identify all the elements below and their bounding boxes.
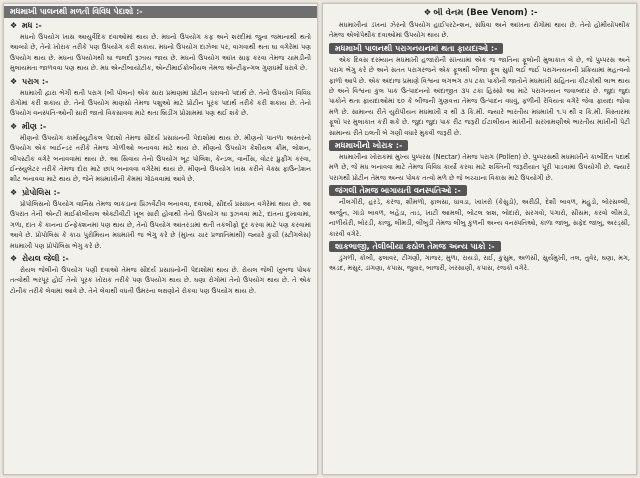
section-text-pollen: મધમાખી દ્વારા ભેગી થતી પરાગ (બી પોલન) એક સારા પ્રમાણમાં પ્રોટીન ધરાવતો પદાર્થ છે. તેનો ઉપયોગ વિવિધ રોગોમાં કરી શકાય છે. તેનો ઉપયોગ માણસો તેમજ પશુઓ માટે પ્રોટીન પૂરક પદાર્થ તરીકે કરી શકાય છે. તેનો ઉપયોગ વનસ્પતિ-ઓની સારી જાતો વિકસાવવા માટે થતા બ્રિડીંગ પ્રોગ્રામમાં પણ થઈ શકે છે.: [10, 88, 311, 118]
section-title-pollination: મધમાખી પાલનથી પરાગનયનમાં થતા ફાયદાઓ :-: [329, 43, 630, 54]
right-page: [322, 3, 637, 475]
section-title-pollen: ❖ પરાગ :-: [10, 76, 49, 86]
section-text-food: મધમાખીના ખોરાકમાં મુખ્ય પુષ્પરસ (Nectar) તેમજ પરાગ (Pollen) છે. પુષ્પરસથી મધમાખીને કાર્બોદિત પદાર્થ મળે છે, જે મધ બનાવવા માટે તેમજ વિવિધ કાર્યો કરવા માટે શક્તિની જરૂરીયાત પૂરી પાડવામાં ઉપયોગી છે. જ્યારે પરાગથી પ્રોટીન તેમજ અન્ય પોષક તત્વો મળે છે જે બચ્ચાના વિકાસ માટે ઉપયોગી છે.: [329, 153, 630, 182]
section-title-food: મધમાખીનો ખોરાક :-: [329, 140, 630, 151]
section-text-bee-venom: મધમાખીનાં ડંખનાં ઝેરનો ઉપયોગ હાઈપરટેન્શન, સંધિવા અને આંખના રોગોમાં થાય છે. તેનો હોમીયોપથીક તેમજ એલોપેથીક દવાઓમાં ઉપયોગ થાય છે.: [329, 21, 630, 40]
bullet-icon: ❖: [10, 21, 18, 30]
left-page: [3, 3, 318, 475]
bullet-icon: ❖: [10, 187, 18, 197]
bullet-icon: ❖: [10, 121, 18, 131]
main-heading: મધમાખી પાલનથી મળતી વિવિધ પેદાશો :-: [4, 6, 317, 18]
section-title-wax: ❖ મીણ :-: [10, 121, 47, 131]
section-title-royal-jelly: ❖ રોયલ જેલી :-: [10, 253, 69, 263]
section-text-pollination: એક દિવસ દરમ્યાન મધમાખી હજારોની સંખ્યામાં એક જ જાતિના ફૂલોની મુલાકાત લે છે, જે પુષ્પરસ અને પરાગ ભેગુ કરે છે અને સતત પરાગરજને એક ફૂલથી બીજા ફૂલ સુધી લઈ જઈ પરાગનયનની પ્રક્રિયામાં મહત્વનો ફાળો આપે છે. એક અંદાજ પ્રમાણે વિશ્વના લગભગ ૭૫ ટકા પાકોની જાતોને મધમાખી સહિતના કીટકોથી લાભ થાય છે અને વિશ્વના કુલ પાક ઉત્પાદનનો અંદાજીત ૩૫ ટકા હિસ્સો આ માટે પરાગનયન જવાબદાર છે. જુદા જુદા પાકોને થતા ફાયદાઓમાં ૬૦ કે બીજની ગુણવત્તા તેમજ ઉત્પાદન વધવું, ફળીની રેવિયતા વગેરે જેવા ફાયદા જોવા મળે છે. સામાન્ય રીતે યુરોપીયન મધમાખી ૨ થી ૩ કિ.મી. જ્યારે ભારતીય મધમાખી ૧.૫ થી ૨ કિ.મી. વિસ્તારમાં ફૂલો પર મુલાકાત કરી શકે છે. જુદા જુદા પાક રીટ જરૂરી ઈટાલીયન માખીની સરખામણીએ ભારતીય માખીની પેટી સામાન્ય રીતે ઇલતી બે ગણી વધારે મુકવી જરૂરી છે.: [329, 55, 630, 137]
bullet-icon: ❖: [423, 8, 432, 18]
section-text-trees: નીલગીરી, હરડે, કરંજ, શીમળો, ફાલસા, ધાવડા, ખાખરો (કેસુડો), અરીઠી, દેશી બાવળ, મહુડો, બોરસલ્લી, અર્જુન, ગાંડો બાવળ, બહેડા, તાડ, ખાટી આમલી, બોટલ બ્રશ, બોદારો, સરગવો, પંગારો, સીસમ, કરવો લીમડો, નાળીયેરી, બોરડી, કાજુ, લીમડી, લીંબુડી તેમજ લીંબુ કુળની અન્ય વનસ્પતિઓ, કાળા જાંબુ, સફેદ જાંબુ, અરડ્સી, કારવી વગેરે.: [329, 198, 630, 238]
section-text-royal-jelly: રોયલ જેલીનો ઉપયોગ પણી દવાઓ તેમજ સૌંદર્ય પ્રસાધનોની પેદાશોમાં થાય છે. રોયલ જેલી ખુબજ પોષક તત્વોથી ભરપૂર હોઈ તેનો પૂરક ખોરાક તરીકે પણ ઉપયોગ થાય છે. ઘણા રોગોમાં તેનો ઉપયોગ થાય છે. તે એક ટોનીક તરીકે લેવામાં આવે છે. તેને લેવાથી વધતી ઉંમરના લક્ષણોને રોકવા પણ ઉપયોગ થાય છે.: [10, 265, 311, 295]
section-title-propolis: ❖ પ્રોપોલિસ :-: [10, 187, 61, 197]
section-title-crops: શાકભાજી, તેલીબીયા કઠોળ તેમજ અન્ય પાકો :-: [329, 241, 630, 252]
section-text-wax: મીણનો ઉપયોગ કાર્માસ્યુટીકલ પેદાશો તેમજ સૌંદર્ય પ્રસાધનની પેદાશોમાં થાય છે. મીણનો પાતળા અસ્તરનો ઉપયોગ એક બાઈન્ડર તરીકે તેમજ ગોળીઓ બનાવવા માટે થાય છે. મીણનો ઉપયોગ કેશીયલ ક્રીમ, લોશન, લીપસ્ટીક વગેરે બનાવવામાં થાય છે. આ સિવાય તેનો ઉપયોગ બૂટ પોલિશ, કેન્ડલ, વાર્નીસ, વોટર પ્રુફીંગ કરવા, ઈન્સ્યુલેટર તરીકે તેમજ દોરા માટે છાપ બનાવવા વગેરેમાં થાય છે. મીણનો ઉપયોગ ખાસ કરીને વેક્સ ફાઉન્ડેશન શીટ બનાવવા માટે થાય છે, જેને મધમાખીની કેમમાં ગોઠવવામાં આવે છે.: [10, 133, 311, 184]
section-text-crops: ડુંગળી, કોબી, ફ્લાવર, ટીંગણી, ગાજર, મુળા, રાયડો, રાઈ, કુસુમ, અળસી, સુર્યમુખી, તલ, તુવેર, ઘણા, મગ, અડદ, મસુર, ડાંગણા, કપાસ, જુવાર, બાજરી, ખરસાણી, કપાસ, રજકો વગેરે.: [329, 253, 630, 273]
section-text-honey: મધનો ઉપયોગ ખાસ આયુર્વેદિક દવાઓમાં થાય છે. મધનો ઉપયોગ કફ અને શરદીમાં જુના જમાનાથી થતો આવ્યો છે, તેનો ખોરાક તરીકે પણ ઉપયોગ કરી શકાય. મધનો ઉપયોગ દાઝેલા પર, વાગવાથી થતા ઘા વગેરેમાં પણ ઉપયોગ થાય છે. મધના ઉપયોગથી ઘા જલદી રૂઝાય જાય છે. મધનો ઉપયોગ આંખ સાફ કરવા તેમજ ચામડીની મુલાયમતા જાળવવા પણ થાય છે. મધ એન્ટીબાયોટીક, એન્ટીમાઈક્રોબીયલ તેમજ એન્ટીફન્ગલ ગુણધર્મો ધરાવે છે.: [10, 33, 311, 73]
bullet-icon: ❖: [10, 253, 18, 263]
section-text-propolis: પ્રોપોલિસનો ઉપયોગ વાર્નિસ તેમજ લાકડાના પ્રિઝર્વેટીવ બનાવવા, દવાઓ, સૌંદર્ય પ્રસાધન વગેરેમાં થાય છે. આ ઉપરાંત તેની એન્ટી માઈક્રોબીયલ એક્ટીવીટી ખૂબ સારી હોવાથી તેનો ઉપયોગ ઘા રૂઝવવા માટે, દાંતના દુખાવામાં, ગળા, દાંત કે કાનના ઈન્ફેક્શનમાં પણ થાય છે, તેનો ઉપયોગ આંતરડામાં થતી તકલીફો દૂર કરવા માટે પણ કરવામાં આવે છે. પ્રોપોલિસ કે કાચ પુરોમિયન મધમાખી જ ભેગુ કરે છે (મુખ્ય ચાર પ્રજાતિમાંથી) જ્યારે કુચી (સ્ટીંગલેસ) મધમાખી પણ પ્રોપોલિસ ભેગુ કરે છે.: [10, 199, 311, 250]
section-title-trees: જંગલી તેમજ બાગાયતી વનસ્પતિઓ :-: [329, 185, 630, 196]
section-title-bee-venom: ❖ બી વેનમ (Bee Venom) :-: [329, 8, 630, 19]
section-title-honey: ❖ મધ :-: [10, 21, 42, 30]
bullet-icon: ❖: [10, 76, 18, 86]
